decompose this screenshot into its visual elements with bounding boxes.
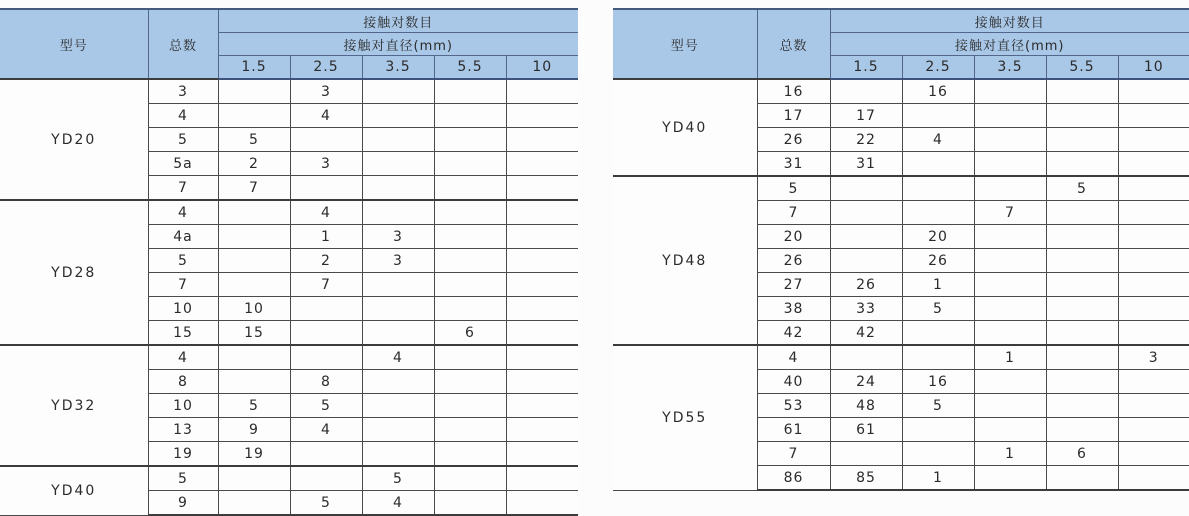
value-cell — [1046, 345, 1118, 370]
total-cell: 5a — [148, 152, 218, 176]
value-cell: 1 — [974, 345, 1046, 370]
value-cell — [434, 466, 506, 491]
value-cell — [1118, 201, 1189, 225]
value-cell — [902, 321, 974, 346]
value-cell — [1046, 321, 1118, 346]
value-cell: 3 — [290, 152, 362, 176]
total-cell: 17 — [757, 104, 830, 128]
value-cell — [1046, 79, 1118, 104]
value-cell — [506, 466, 578, 491]
value-cell — [1118, 297, 1189, 321]
value-cell: 85 — [830, 466, 902, 491]
value-cell — [974, 370, 1046, 394]
value-cell: 4 — [290, 200, 362, 225]
value-cell — [506, 345, 578, 370]
value-cell: 26 — [902, 249, 974, 273]
table-header — [0, 9, 578, 79]
value-cell: 5 — [290, 491, 362, 516]
value-cell — [506, 394, 578, 418]
value-cell — [506, 200, 578, 225]
model-cell-YD48: YD48 — [613, 176, 757, 345]
value-cell — [506, 249, 578, 273]
value-cell — [974, 128, 1046, 152]
total-cell: 7 — [148, 273, 218, 297]
value-cell: 26 — [830, 273, 902, 297]
total-cell: 8 — [148, 370, 218, 394]
value-cell: 15 — [218, 321, 290, 346]
value-cell: 5 — [902, 394, 974, 418]
total-cell: 4 — [148, 200, 218, 225]
value-cell — [1046, 418, 1118, 442]
contact-pairs-table-right — [613, 8, 1189, 491]
value-cell — [362, 200, 434, 225]
value-cell — [434, 104, 506, 128]
value-cell: 1 — [974, 442, 1046, 466]
total-cell: 16 — [757, 79, 830, 104]
value-cell — [902, 152, 974, 177]
header-row-1 — [0, 9, 578, 33]
column-header-model: 型号 — [613, 9, 757, 79]
total-cell: 7 — [757, 442, 830, 466]
value-cell — [434, 394, 506, 418]
value-cell — [974, 152, 1046, 177]
table-row — [613, 345, 1189, 370]
value-cell — [362, 370, 434, 394]
value-cell — [506, 491, 578, 516]
table-body — [613, 79, 1189, 490]
total-cell: 5 — [148, 249, 218, 273]
column-header-pairs-count: 接触对数目 — [218, 9, 578, 33]
value-cell — [1046, 249, 1118, 273]
value-cell — [1046, 370, 1118, 394]
total-cell: 7 — [757, 201, 830, 225]
total-cell: 86 — [757, 466, 830, 491]
value-cell — [1118, 176, 1189, 201]
total-cell: 31 — [757, 152, 830, 177]
value-cell — [218, 249, 290, 273]
value-cell: 8 — [290, 370, 362, 394]
value-cell — [506, 79, 578, 104]
value-cell — [1118, 466, 1189, 491]
column-header-size-2.5: 2.5 — [902, 56, 974, 80]
value-cell — [362, 104, 434, 128]
value-cell — [362, 79, 434, 104]
value-cell: 6 — [1046, 442, 1118, 466]
tables-layout — [0, 8, 1189, 516]
column-header-pairs-count: 接触对数目 — [830, 9, 1189, 33]
column-header-total: 总数 — [148, 9, 218, 79]
value-cell: 1 — [902, 273, 974, 297]
total-cell: 10 — [148, 394, 218, 418]
value-cell — [218, 491, 290, 516]
value-cell — [1118, 104, 1189, 128]
value-cell: 1 — [290, 225, 362, 249]
value-cell — [974, 273, 1046, 297]
value-cell — [506, 297, 578, 321]
value-cell: 3 — [1118, 345, 1189, 370]
value-cell: 10 — [218, 297, 290, 321]
table-header — [613, 9, 1189, 79]
value-cell — [830, 225, 902, 249]
value-cell — [218, 200, 290, 225]
column-header-diameter: 接触对直径(mm) — [830, 33, 1189, 56]
value-cell: 2 — [218, 152, 290, 176]
total-cell: 5 — [148, 128, 218, 152]
value-cell — [1118, 273, 1189, 297]
value-cell — [974, 418, 1046, 442]
value-cell — [290, 321, 362, 346]
total-cell: 4 — [757, 345, 830, 370]
value-cell — [362, 176, 434, 201]
value-cell — [218, 370, 290, 394]
total-cell: 61 — [757, 418, 830, 442]
header-row-1 — [613, 9, 1189, 33]
value-cell — [290, 297, 362, 321]
total-cell: 15 — [148, 321, 218, 346]
value-cell — [434, 200, 506, 225]
value-cell: 4 — [362, 491, 434, 516]
value-cell — [506, 104, 578, 128]
value-cell — [434, 176, 506, 201]
value-cell — [434, 297, 506, 321]
value-cell — [434, 491, 506, 516]
value-cell — [434, 345, 506, 370]
total-cell: 40 — [757, 370, 830, 394]
total-cell: 13 — [148, 418, 218, 442]
model-cell-YD55: YD55 — [613, 345, 757, 490]
value-cell — [1046, 152, 1118, 177]
value-cell: 4 — [362, 345, 434, 370]
value-cell — [974, 466, 1046, 491]
value-cell — [902, 418, 974, 442]
value-cell — [434, 442, 506, 467]
column-header-model: 型号 — [0, 9, 148, 79]
value-cell — [434, 370, 506, 394]
value-cell — [362, 152, 434, 176]
column-header-total: 总数 — [757, 9, 830, 79]
value-cell — [362, 442, 434, 467]
total-cell: 5 — [148, 466, 218, 491]
value-cell: 24 — [830, 370, 902, 394]
column-header-size-2.5: 2.5 — [290, 56, 362, 80]
value-cell — [506, 370, 578, 394]
value-cell — [1046, 466, 1118, 491]
value-cell — [362, 273, 434, 297]
value-cell — [506, 225, 578, 249]
value-cell: 5 — [218, 128, 290, 152]
total-cell: 19 — [148, 442, 218, 467]
value-cell — [506, 321, 578, 346]
value-cell — [974, 249, 1046, 273]
value-cell — [434, 418, 506, 442]
total-cell: 53 — [757, 394, 830, 418]
value-cell: 22 — [830, 128, 902, 152]
column-header-size-1.5: 1.5 — [830, 56, 902, 80]
model-cell-YD20: YD20 — [0, 79, 148, 200]
value-cell: 6 — [434, 321, 506, 346]
value-cell — [1046, 104, 1118, 128]
total-cell: 42 — [757, 321, 830, 346]
value-cell — [902, 176, 974, 201]
value-cell: 9 — [218, 418, 290, 442]
value-cell — [1118, 249, 1189, 273]
value-cell — [1118, 321, 1189, 346]
value-cell — [434, 128, 506, 152]
value-cell: 7 — [974, 201, 1046, 225]
total-cell: 20 — [757, 225, 830, 249]
value-cell: 48 — [830, 394, 902, 418]
value-cell: 19 — [218, 442, 290, 467]
value-cell — [218, 104, 290, 128]
value-cell — [830, 442, 902, 466]
value-cell: 16 — [902, 79, 974, 104]
value-cell — [902, 442, 974, 466]
total-cell: 27 — [757, 273, 830, 297]
value-cell — [1046, 128, 1118, 152]
value-cell: 5 — [1046, 176, 1118, 201]
value-cell — [506, 176, 578, 201]
value-cell — [1046, 394, 1118, 418]
value-cell — [434, 225, 506, 249]
column-header-size-5.5: 5.5 — [1046, 56, 1118, 80]
value-cell — [1118, 370, 1189, 394]
value-cell — [218, 225, 290, 249]
table-row — [613, 176, 1189, 201]
table-row — [613, 79, 1189, 104]
value-cell: 42 — [830, 321, 902, 346]
value-cell — [974, 321, 1046, 346]
value-cell — [218, 466, 290, 491]
value-cell: 7 — [290, 273, 362, 297]
value-cell — [974, 176, 1046, 201]
total-cell: 9 — [148, 491, 218, 516]
value-cell — [506, 152, 578, 176]
value-cell — [362, 128, 434, 152]
value-cell: 3 — [362, 249, 434, 273]
table-row — [0, 79, 578, 104]
column-header-size-3.5: 3.5 — [362, 56, 434, 80]
value-cell — [362, 394, 434, 418]
value-cell — [830, 176, 902, 201]
value-cell: 33 — [830, 297, 902, 321]
column-header-diameter: 接触对直径(mm) — [218, 33, 578, 56]
value-cell: 5 — [902, 297, 974, 321]
value-cell — [1118, 418, 1189, 442]
value-cell — [974, 297, 1046, 321]
value-cell — [434, 152, 506, 176]
value-cell — [1046, 201, 1118, 225]
value-cell — [290, 345, 362, 370]
table-body — [0, 79, 578, 515]
value-cell — [1046, 297, 1118, 321]
value-cell: 4 — [290, 418, 362, 442]
value-cell — [290, 442, 362, 467]
model-cell-YD32: YD32 — [0, 345, 148, 466]
total-cell: 4a — [148, 225, 218, 249]
value-cell — [1046, 225, 1118, 249]
value-cell: 4 — [902, 128, 974, 152]
table-row — [0, 200, 578, 225]
column-header-size-5.5: 5.5 — [434, 56, 506, 80]
value-cell — [830, 249, 902, 273]
value-cell — [506, 442, 578, 467]
value-cell: 5 — [218, 394, 290, 418]
value-cell — [218, 79, 290, 104]
value-cell: 3 — [290, 79, 362, 104]
total-cell: 4 — [148, 345, 218, 370]
value-cell — [974, 79, 1046, 104]
value-cell — [506, 128, 578, 152]
value-cell — [290, 128, 362, 152]
value-cell — [974, 225, 1046, 249]
value-cell — [1118, 394, 1189, 418]
total-cell: 4 — [148, 104, 218, 128]
model-cell-YD40: YD40 — [0, 466, 148, 515]
value-cell — [434, 249, 506, 273]
table-row — [0, 466, 578, 491]
value-cell: 7 — [218, 176, 290, 201]
value-cell — [1118, 442, 1189, 466]
total-cell: 10 — [148, 297, 218, 321]
value-cell — [506, 273, 578, 297]
value-cell — [290, 466, 362, 491]
model-cell-YD40: YD40 — [613, 79, 757, 176]
value-cell — [362, 418, 434, 442]
value-cell — [1118, 225, 1189, 249]
value-cell: 17 — [830, 104, 902, 128]
value-cell — [506, 418, 578, 442]
total-cell: 26 — [757, 249, 830, 273]
value-cell: 5 — [290, 394, 362, 418]
value-cell: 1 — [902, 466, 974, 491]
value-cell — [434, 273, 506, 297]
value-cell: 4 — [290, 104, 362, 128]
value-cell: 16 — [902, 370, 974, 394]
total-cell: 5 — [757, 176, 830, 201]
total-cell: 3 — [148, 79, 218, 104]
value-cell — [830, 79, 902, 104]
value-cell — [1118, 79, 1189, 104]
table-row — [0, 345, 578, 370]
value-cell — [1118, 152, 1189, 177]
value-cell — [362, 321, 434, 346]
value-cell — [362, 297, 434, 321]
value-cell: 20 — [902, 225, 974, 249]
value-cell — [902, 345, 974, 370]
value-cell — [974, 394, 1046, 418]
value-cell — [902, 104, 974, 128]
column-header-size-10: 10 — [1118, 56, 1189, 80]
value-cell — [830, 345, 902, 370]
value-cell: 5 — [362, 466, 434, 491]
value-cell: 61 — [830, 418, 902, 442]
model-cell-YD28: YD28 — [0, 200, 148, 345]
value-cell — [434, 79, 506, 104]
value-cell — [902, 201, 974, 225]
total-cell: 38 — [757, 297, 830, 321]
value-cell — [290, 176, 362, 201]
column-header-size-1.5: 1.5 — [218, 56, 290, 80]
value-cell — [1046, 273, 1118, 297]
value-cell — [218, 345, 290, 370]
column-header-size-10: 10 — [506, 56, 578, 80]
column-header-size-3.5: 3.5 — [974, 56, 1046, 80]
value-cell — [830, 201, 902, 225]
value-cell — [1118, 128, 1189, 152]
contact-pairs-table-left — [0, 8, 578, 516]
total-cell: 26 — [757, 128, 830, 152]
value-cell: 31 — [830, 152, 902, 177]
value-cell — [218, 273, 290, 297]
value-cell: 2 — [290, 249, 362, 273]
total-cell: 7 — [148, 176, 218, 201]
value-cell — [974, 104, 1046, 128]
value-cell: 3 — [362, 225, 434, 249]
